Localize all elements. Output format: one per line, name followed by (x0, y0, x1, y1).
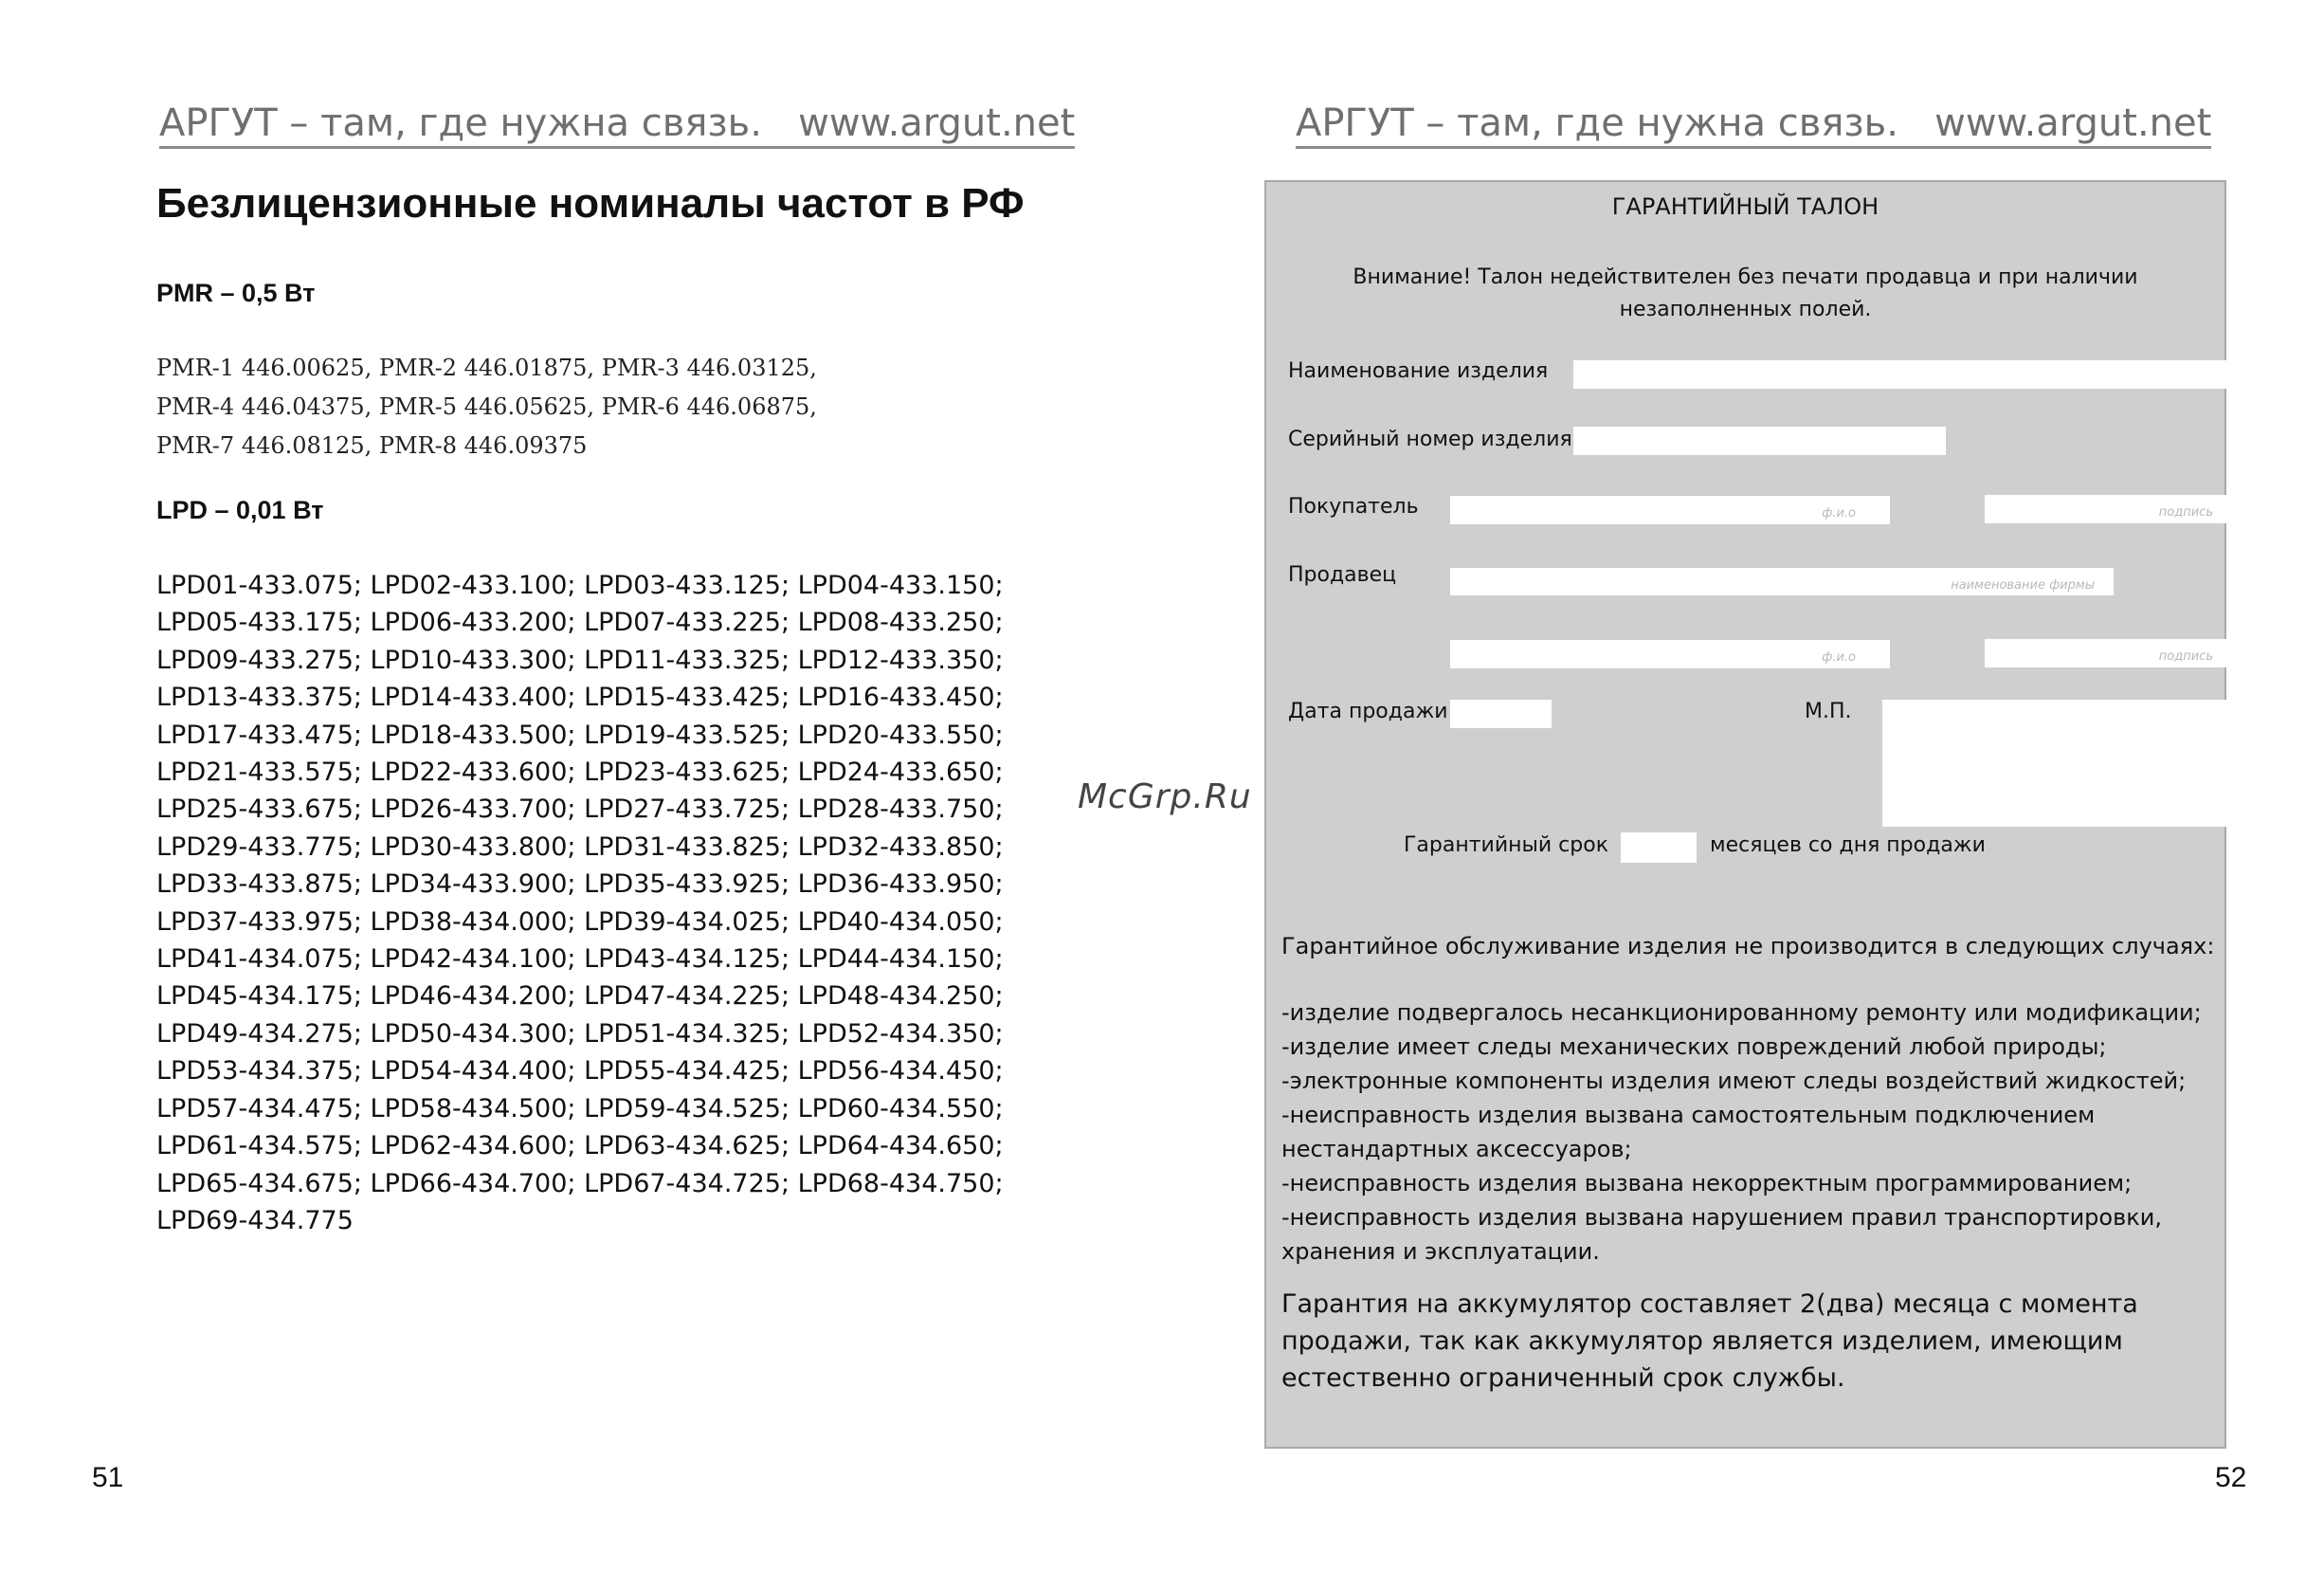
page-title: Безлицензионные номиналы частот в РФ (156, 180, 1025, 227)
battery-line: естественно ограниченный срок службы. (1281, 1363, 1845, 1393)
product-name-label: Наименование изделия (1288, 359, 1549, 383)
lpd-line: LPD13-433.375; LPD14-433.400; LPD15-433.425; LPD16-433.450; (156, 683, 1004, 713)
right-page-header: АРГУТ – там, где нужна связь. www.argut.net (1296, 102, 2211, 149)
lpd-line: LPD41-434.075; LPD42-434.100; LPD43-434.125; LPD44-434.150; (156, 944, 1004, 975)
lpd-line: LPD17-433.475; LPD18-433.500; LPD19-433.525; LPD20-433.550; (156, 720, 1004, 750)
warranty-card-title: ГАРАНТИЙНЫЙ ТАЛОН (1611, 193, 1879, 220)
lpd-line: LPD49-434.275; LPD50-434.300; LPD51-434.325; LPD52-434.350; (156, 1018, 1004, 1049)
buyer-label: Покупатель (1288, 495, 1419, 519)
lpd-line: LPD45-434.175; LPD46-434.200; LPD47-434.225; LPD48-434.250; (156, 981, 1004, 1012)
battery-line: продажи, так как аккумулятор является изделием, имеющим (1281, 1326, 2123, 1356)
notice-line: незаполненных полей. (1619, 298, 1872, 321)
exclusions-list (1281, 995, 2202, 1269)
exclusion-item: -неисправность изделия вызвана некорректным программированием; (1281, 1170, 2133, 1196)
lpd-line: LPD05-433.175; LPD06-433.200; LPD07-433.225; LPD08-433.250; (156, 608, 1004, 638)
stamp-box[interactable] (1882, 700, 2226, 827)
watermark: McGrp.Ru (1078, 777, 1252, 816)
exclusion-item: -электронные компоненты изделия имеют следы воздействий жидкостей; (1281, 1068, 2187, 1094)
right-page-number: 52 (2215, 1462, 2247, 1493)
hint-fio: ф.и.о (1822, 650, 1856, 665)
warranty-period-suffix: месяцев со дня продажи (1710, 833, 1986, 857)
lpd-line: LPD29-433.775; LPD30-433.800; LPD31-433.825; LPD32-433.850; (156, 831, 1004, 862)
lpd-line: LPD01-433.075; LPD02-433.100; LPD03-433.125; LPD04-433.150; (156, 571, 1004, 600)
seller-label: Продавец (1288, 563, 1397, 587)
pmr-line: PMR-1 446.00625, PMR-2 446.01875, PMR-3 446.03125, (156, 355, 817, 381)
hint-signature: подпись (2158, 649, 2213, 664)
seller-company-field[interactable] (1450, 568, 2114, 595)
lpd-line: LPD53-434.375; LPD54-434.400; LPD55-434.425; LPD56-434.450; (156, 1056, 1004, 1087)
pmr-frequency-list (156, 349, 817, 466)
product-name-field[interactable] (1573, 360, 2226, 389)
pmr-line: PMR-4 446.04375, PMR-5 446.05625, PMR-6 446.06875, (156, 393, 817, 420)
seller-name-field[interactable] (1450, 640, 1890, 668)
serial-field[interactable] (1573, 427, 1946, 455)
lpd-line: LPD69-434.775 (156, 1205, 354, 1235)
exclusion-item: хранения и эксплуатации. (1281, 1238, 1600, 1265)
sale-date-label: Дата продажи (1288, 700, 1448, 723)
hint-company: наименование фирмы (1951, 578, 2095, 593)
lpd-line: LPD21-433.575; LPD22-433.600; LPD23-433.625; LPD24-433.650; (156, 758, 1004, 788)
exclusions-heading: Гарантийное обслуживание изделия не производится в следующих случаях: (1281, 933, 2215, 959)
lpd-line: LPD61-434.575; LPD62-434.600; LPD63-434.625; LPD64-434.650; (156, 1131, 1004, 1161)
exclusion-item: -неисправность изделия вызвана самостоятельным подключением (1281, 1102, 2096, 1128)
exclusion-item: -неисправность изделия вызвана нарушением правил транспортировки, (1281, 1204, 2162, 1231)
notice-line: Внимание! Талон недействителен без печати продавца и при наличии (1353, 265, 2138, 289)
lpd-heading: LPD – 0,01 Вт (156, 496, 324, 524)
warranty-period-label: Гарантийный срок (1404, 833, 1608, 857)
serial-label: Серийный номер изделия (1288, 428, 1572, 451)
left-page-number: 51 (92, 1462, 124, 1493)
exclusion-item: -изделие подвергалось несанкционированному ремонту или модификации; (1281, 999, 2202, 1026)
exclusion-item: нестандартных аксессуаров; (1281, 1136, 1632, 1162)
buyer-name-field[interactable] (1450, 496, 1890, 524)
battery-line: Гарантия на аккумулятор составляет 2(два) месяца с момента (1281, 1289, 2138, 1319)
pmr-heading: PMR – 0,5 Вт (156, 279, 316, 307)
lpd-line: LPD37-433.975; LPD38-434.000; LPD39-434.025; LPD40-434.050; (156, 906, 1004, 937)
seller-signature-field[interactable] (1985, 639, 2226, 667)
lpd-line: LPD25-433.675; LPD26-433.700; LPD27-433.725; LPD28-433.750; (156, 794, 1004, 825)
left-page-header: АРГУТ – там, где нужна связь. www.argut.net (159, 102, 1075, 149)
lpd-line: LPD57-434.475; LPD58-434.500; LPD59-434.525; LPD60-434.550; (156, 1093, 1004, 1123)
lpd-frequency-list (156, 567, 1004, 1239)
warranty-period-field[interactable] (1621, 832, 1697, 863)
pmr-line: PMR-7 446.08125, PMR-8 446.09375 (156, 432, 588, 459)
lpd-line: LPD09-433.275; LPD10-433.300; LPD11-433.325; LPD12-433.350; (156, 645, 1004, 675)
battery-warranty-text (1281, 1286, 2138, 1397)
warranty-notice (1266, 262, 2224, 326)
stamp-label: М.П. (1805, 700, 1852, 723)
warranty-card (1264, 180, 2226, 1449)
hint-signature: подпись (2158, 505, 2213, 520)
buyer-signature-field[interactable] (1985, 495, 2226, 523)
hint-fio: ф.и.о (1822, 506, 1856, 521)
exclusion-item: -изделие имеет следы механических повреждений любой природы; (1281, 1033, 2107, 1060)
sale-date-field[interactable] (1450, 700, 1552, 728)
lpd-line: LPD65-434.675; LPD66-434.700; LPD67-434.725; LPD68-434.750; (156, 1168, 1004, 1198)
lpd-line: LPD33-433.875; LPD34-433.900; LPD35-433.925; LPD36-433.950; (156, 869, 1004, 900)
